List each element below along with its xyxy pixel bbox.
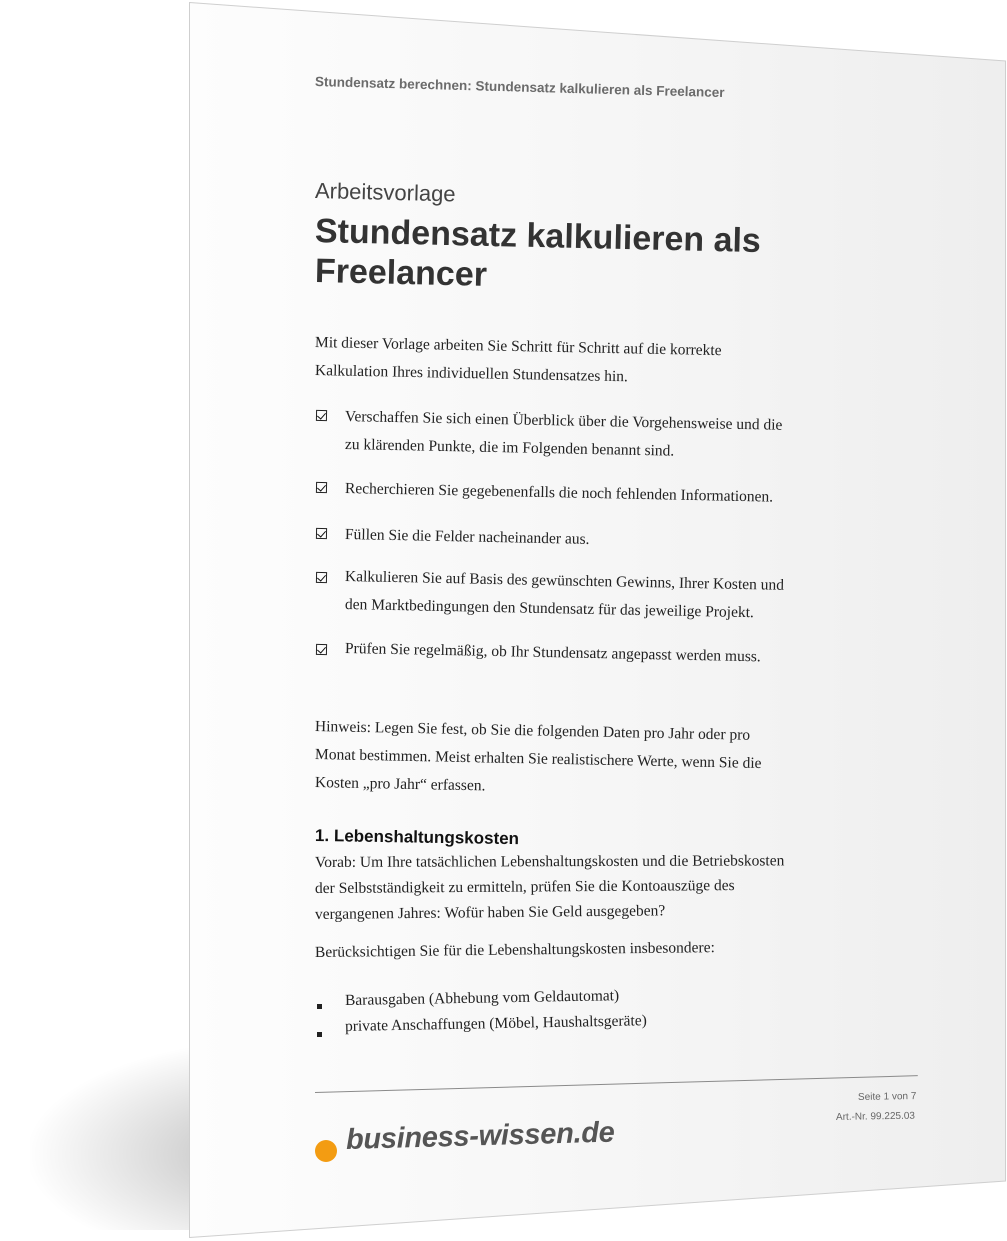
- note-line-1: Hinweis: Legen Sie fest, ob Sie die folgenden Daten pro Jahr oder pro: [314, 718, 751, 744]
- logo-dot-icon: [315, 1140, 337, 1162]
- section-heading: 1. Lebenshaltungskosten: [314, 826, 520, 849]
- note-line-2: Monat bestimmen. Meist erhalten Sie realistischere Werte, wenn Sie die: [314, 746, 762, 772]
- section-bullet-1: Barausgaben (Abhebung vom Geldautomat): [344, 987, 620, 1009]
- document-title-line-1: Stundensatz kalkulieren als: [314, 212, 762, 261]
- checklist-item-4-line-2: den Marktbedingungen den Stundensatz für das jeweilige Projekt.: [344, 596, 755, 622]
- intro-line-1: Mit dieser Vorlage arbeiten Sie Schritt für Schritt auf die korrekte: [314, 334, 722, 360]
- checklist-item-5: Prüfen Sie regelmäßig, ob Ihr Stundensatz angepasst werden muss.: [344, 640, 761, 666]
- section-lead: Berücksichtigen Sie für die Lebenshaltungskosten insbesondere:: [314, 939, 715, 961]
- checklist-item-3: Füllen Sie die Felder nacheinander aus.: [344, 526, 590, 548]
- document-kicker: Arbeitsvorlage: [314, 178, 456, 207]
- checklist-item-1-line-2: zu klärenden Punkte, die im Folgenden benannt sind.: [344, 436, 675, 460]
- running-header: Stundensatz berechnen: Stundensatz kalkulieren als Freelancer: [314, 74, 725, 101]
- section-bullet-2: private Anschaffungen (Möbel, Haushaltsgeräte): [344, 1012, 647, 1035]
- checklist-item-2: Recherchieren Sie gegebenenfalls die noch fehlenden Informationen.: [344, 480, 774, 506]
- article-number: Art.-Nr. 99.225.03: [835, 1110, 916, 1123]
- bullet-square-icon: [317, 1004, 322, 1009]
- document-title-line-2: Freelancer: [314, 252, 488, 294]
- page-number: Seite 1 von 7: [857, 1090, 917, 1103]
- checklist-item-1-line-1: Verschaffen Sie sich einen Überblick über die Vorgehensweise und die: [344, 408, 783, 434]
- logo-text: business-wissen.de: [345, 1116, 615, 1156]
- checklist-item-4-line-1: Kalkulieren Sie auf Basis des gewünschten Gewinns, Ihrer Kosten und: [344, 568, 785, 594]
- checked-checkbox-icon: [316, 644, 327, 655]
- section-text-line-2: der Selbstständigkeit zu ermitteln, prüfen Sie die Kontoauszüge des: [314, 877, 735, 897]
- note-line-3: Kosten „pro Jahr“ erfassen.: [314, 774, 486, 795]
- intro-line-2: Kalkulation Ihres individuellen Stundensatzes hin.: [314, 362, 629, 386]
- checked-checkbox-icon: [316, 410, 327, 421]
- document-page: [189, 2, 1006, 1238]
- checked-checkbox-icon: [316, 528, 327, 539]
- section-text-line-3: vergangenen Jahres: Wofür haben Sie Geld ausgegeben?: [314, 902, 666, 923]
- section-text-line-1: Vorab: Um Ihre tatsächlichen Lebenshaltungskosten und die Betriebskosten: [314, 852, 785, 871]
- checked-checkbox-icon: [316, 482, 327, 493]
- bullet-square-icon: [317, 1032, 322, 1037]
- checked-checkbox-icon: [316, 572, 327, 583]
